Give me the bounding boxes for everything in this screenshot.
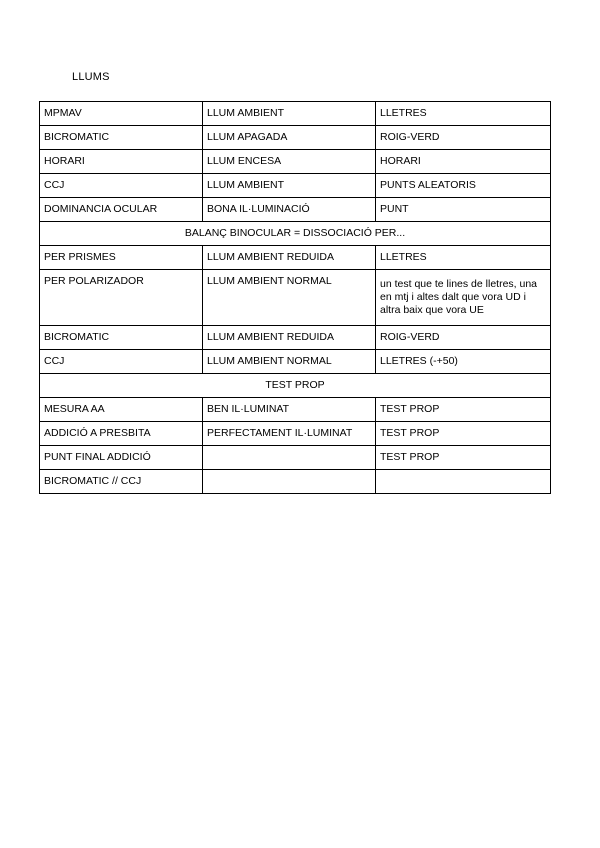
table-cell: CCJ bbox=[40, 174, 203, 198]
table-cell: LLETRES bbox=[376, 246, 551, 270]
section-header-row bbox=[40, 374, 551, 398]
section-header-near-test: TEST PROP bbox=[40, 374, 551, 398]
table-cell: PERFECTAMENT IL·LUMINAT bbox=[203, 422, 376, 446]
table-cell: BEN IL·LUMINAT bbox=[203, 398, 376, 422]
table-row bbox=[40, 446, 551, 470]
table-cell: TEST PROP bbox=[376, 398, 551, 422]
table-row bbox=[40, 198, 551, 222]
table-row bbox=[40, 350, 551, 374]
lights-table bbox=[39, 101, 551, 494]
table-cell: LLUM AMBIENT NORMAL bbox=[203, 270, 376, 326]
table-cell: MESURA AA bbox=[40, 398, 203, 422]
table-cell: LLETRES (-+50) bbox=[376, 350, 551, 374]
table-row bbox=[40, 174, 551, 198]
table-row bbox=[40, 246, 551, 270]
table-cell: DOMINANCIA OCULAR bbox=[40, 198, 203, 222]
table-cell: LLETRES bbox=[376, 102, 551, 126]
table-cell: BICROMATIC bbox=[40, 326, 203, 350]
table-cell: ROIG-VERD bbox=[376, 326, 551, 350]
table-cell bbox=[203, 470, 376, 494]
table-cell: LLUM AMBIENT REDUIDA bbox=[203, 326, 376, 350]
table-cell: ADDICIÓ A PRESBITA bbox=[40, 422, 203, 446]
section-header-binocular-balance: BALANÇ BINOCULAR = DISSOCIACIÓ PER... bbox=[40, 222, 551, 246]
table-row bbox=[40, 326, 551, 350]
document-title: LLUMS bbox=[72, 71, 110, 83]
table-cell: TEST PROP bbox=[376, 446, 551, 470]
table-cell bbox=[376, 470, 551, 494]
table-cell: LLUM AMBIENT bbox=[203, 174, 376, 198]
table-cell: un test que te lines de lletres, una en mtj i altes dalt que vora UD i altra baix que vora UE bbox=[376, 270, 551, 326]
table-cell: LLUM ENCESA bbox=[203, 150, 376, 174]
table-cell: LLUM AMBIENT REDUIDA bbox=[203, 246, 376, 270]
table-cell: MPMAV bbox=[40, 102, 203, 126]
table-cell: BONA IL·LUMINACIÓ bbox=[203, 198, 376, 222]
table-row bbox=[40, 126, 551, 150]
table-cell: TEST PROP bbox=[376, 422, 551, 446]
table-row bbox=[40, 270, 551, 326]
table-row bbox=[40, 398, 551, 422]
table-cell: BICROMATIC // CCJ bbox=[40, 470, 203, 494]
table-cell: BICROMATIC bbox=[40, 126, 203, 150]
table-cell: LLUM AMBIENT bbox=[203, 102, 376, 126]
table-cell: PUNT bbox=[376, 198, 551, 222]
table-cell: ROIG-VERD bbox=[376, 126, 551, 150]
section-header-row bbox=[40, 222, 551, 246]
table-cell: LLUM APAGADA bbox=[203, 126, 376, 150]
table-cell: PUNT FINAL ADDICIÓ bbox=[40, 446, 203, 470]
table-cell: PER POLARIZADOR bbox=[40, 270, 203, 326]
table-cell bbox=[203, 446, 376, 470]
table-cell: HORARI bbox=[40, 150, 203, 174]
table-row bbox=[40, 470, 551, 494]
table-cell: HORARI bbox=[376, 150, 551, 174]
table-row bbox=[40, 102, 551, 126]
table-cell: CCJ bbox=[40, 350, 203, 374]
table-cell: PUNTS ALEATORIS bbox=[376, 174, 551, 198]
table-cell: LLUM AMBIENT NORMAL bbox=[203, 350, 376, 374]
table-row bbox=[40, 422, 551, 446]
table-cell: PER PRISMES bbox=[40, 246, 203, 270]
table-row bbox=[40, 150, 551, 174]
